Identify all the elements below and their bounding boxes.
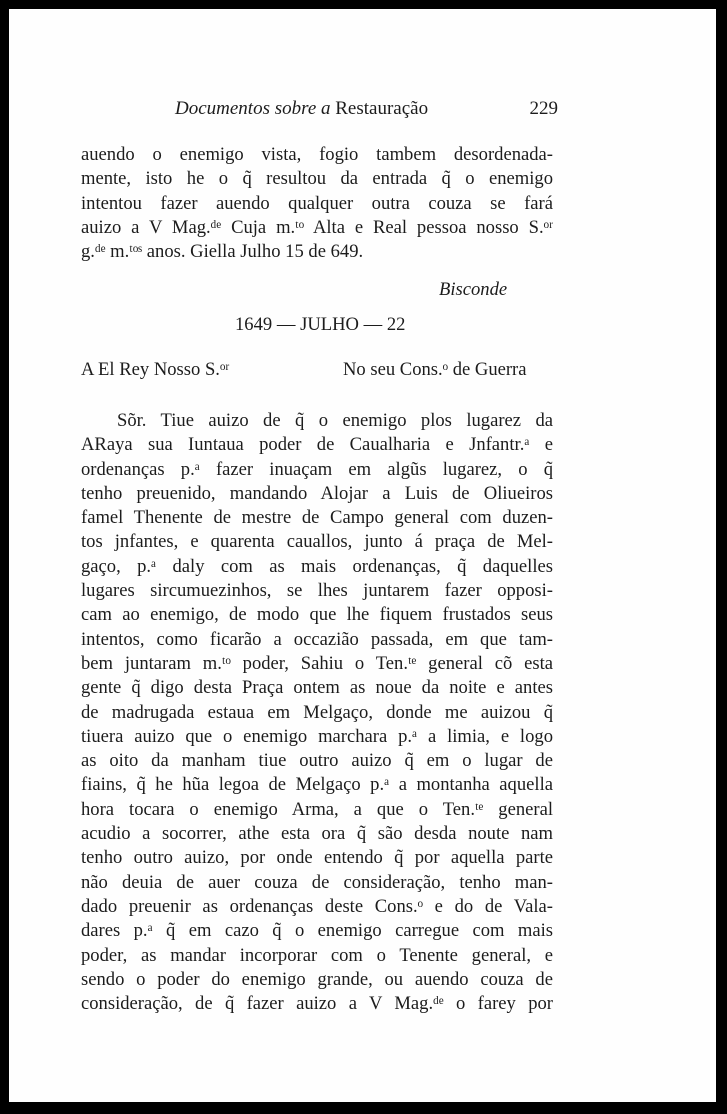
running-title-rest: Restauração [335, 98, 429, 119]
text-line: auendo o enemigo vista, fogio tambem desordenada- [81, 144, 553, 165]
running-title-italic: Documentos sobre a [175, 98, 331, 119]
sender-council: No seu Cons.ᵒ de Guerra [343, 359, 527, 380]
text-line: não deuia de auer couza de consideração, tenho man- [81, 871, 553, 893]
text-line: auizo a V Mag.ᵈᵉ Cuja m.ᵗᵒ Alta e Real pessoa nosso S.ᵒʳ [81, 216, 553, 238]
date-heading: 1649 — JULHO — 22 [235, 314, 406, 335]
text-line: famel Thenente de mestre de Campo general com duzen- [81, 507, 553, 529]
text-line: bem juntaram m.ᵗᵒ poder, Sahiu o Ten.ᵗᵉ general cõ esta [81, 652, 553, 674]
text-line: tenho preuenido, mandando Alojar a Luis de Oliueiros [81, 482, 553, 504]
text-line [81, 409, 553, 433]
running-header [175, 98, 558, 122]
text-line: intentou fazer auendo qualquer outra couza se fará [81, 192, 553, 214]
text-line-content: Sõr. Tiue auizo de q̃ o enemigo plos lugarez da [117, 410, 553, 431]
text-line: gente q̃ digo desta Praça ontem as noue da noite e antes [81, 677, 553, 699]
text-line: tos jnfantes, e quarenta cauallos, junto á praça de Mel- [81, 531, 553, 553]
text-line: acudio a socorrer, athe esta ora q̃ são desda noute nam [81, 823, 553, 845]
running-title [175, 98, 428, 120]
text-line: ordenanças p.ᵃ fazer inuaçam em algũs lugarez, o q̃ [81, 458, 553, 480]
text-line: poder, as mandar incorporar com o Tenente general, e [81, 944, 553, 966]
text-line: as oito da manham tiue outro auizo q̃ em o lugar de [81, 750, 553, 772]
text-line: tenho outro auizo, por onde entendo q̃ por aquella parte [81, 847, 553, 869]
letter-body-paragraph [81, 409, 553, 1016]
text-line: lugares sircumuezinhos, se lhes juntarem fazer opposi- [81, 580, 553, 602]
text-line: mente, isto he o q̃ resultou da entrada q̃ o enemigo [81, 168, 553, 190]
text-line: consideração, de q̃ fazer auizo a V Mag.ᵈᵉ o farey por [81, 993, 553, 1015]
letter-closing-paragraph [81, 143, 553, 264]
text-line: ARaya sua Iuntaua poder de Caualharia e Jnfantr.ᵃ e [81, 434, 553, 456]
text-line: intentos, como ficarão a occazião passada, em que tam- [81, 628, 553, 650]
text-line: g.ᵈᵉ m.ᵗᵒˢ anos. Giella Julho 15 de 649. [81, 241, 364, 263]
text-line: dares p.ᵃ q̃ em cazo q̃ o enemigo carregue com mais [81, 920, 553, 942]
text-line: hora tocara o enemigo Arma, a que o Ten.ᵗᵉ general [81, 798, 553, 820]
text-line: sendo o poder do enemigo grande, ou auendo couza de [81, 968, 553, 990]
signature: Bisconde [439, 279, 508, 300]
text-line: dado preuenir as ordenanças deste Cons.ᵒ e do de Vala- [81, 895, 553, 917]
text-line: tiuera auizo que o enemigo marchara p.ᵃ a limia, e logo [81, 725, 553, 747]
text-line: de madrugada estaua em Melgaço, donde me auizou q̃ [81, 701, 553, 723]
page-number: 229 [529, 98, 558, 119]
addressee: A El Rey Nosso S.ᵒʳ [81, 359, 230, 380]
text-line: cam ao enemigo, de modo que lhe fiquem frustados seus [81, 604, 553, 626]
text-line: gaço, p.ᵃ daly com as mais ordenanças, q̃ daquelles [81, 555, 553, 577]
text-line: fiains, q̃ he hũa legoa de Melgaço p.ᵃ a montanha aquella [81, 774, 553, 796]
